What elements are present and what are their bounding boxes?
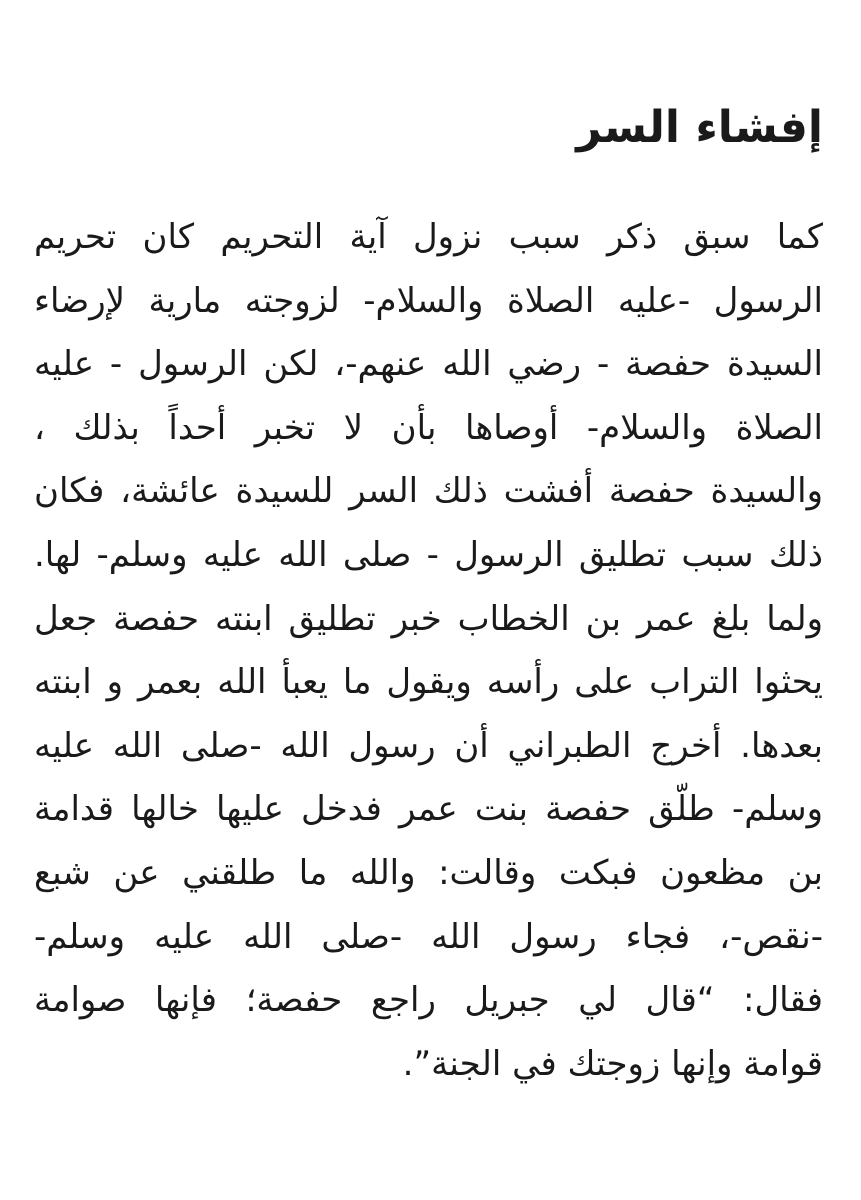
body-line-2: الرسول -عليه الصلاة والسلام- لزوجته مارية لإرضاء <box>34 280 823 321</box>
body-line-1: كما سبق ذكر سبب نزول آية التحريم كان تحريم <box>34 217 823 257</box>
body-line-13: فقال: “قال لي جبريل راجع حفصة؛ فإنها صوامة <box>34 980 823 1021</box>
body-line-10: وسلم- طلّق حفصة بنت عمر فدخل عليها خالها قدامة <box>34 789 823 830</box>
body-line-4: الصلاة والسلام- أوصاها بأن لا تخبر أحداً بذلك ، <box>34 407 823 448</box>
body-line-12: -نقص-، فجاء رسول الله -صلى الله عليه وسلم- <box>34 916 823 957</box>
article-title: إفشاء السر <box>576 102 823 153</box>
body-line-11: بن مظعون فبكت وقالت: والله ما طلقني عن شبع <box>34 852 823 893</box>
body-line-5: والسيدة حفصة أفشت ذلك السر للسيدة عائشة، فكان <box>34 471 823 512</box>
article-body <box>34 206 823 1096</box>
body-line-9: بعدها. أخرج الطبراني أن رسول الله -صلى الله عليه <box>34 725 823 766</box>
body-line-6: ذلك سبب تطليق الرسول - صلى الله عليه وسلم- لها. <box>34 534 823 575</box>
body-line-3: السيدة حفصة - رضي الله عنهم-، لكن الرسول - عليه <box>34 344 823 385</box>
body-line-14: قوامة وإنها زوجتك في الجنة”. <box>402 1043 823 1084</box>
body-line-7: ولما بلغ عمر بن الخطاب خبر تطليق ابنته حفصة جعل <box>34 598 823 639</box>
body-line-8: يحثوا التراب على رأسه ويقول ما يعبأ الله بعمر و ابنته <box>34 662 823 703</box>
